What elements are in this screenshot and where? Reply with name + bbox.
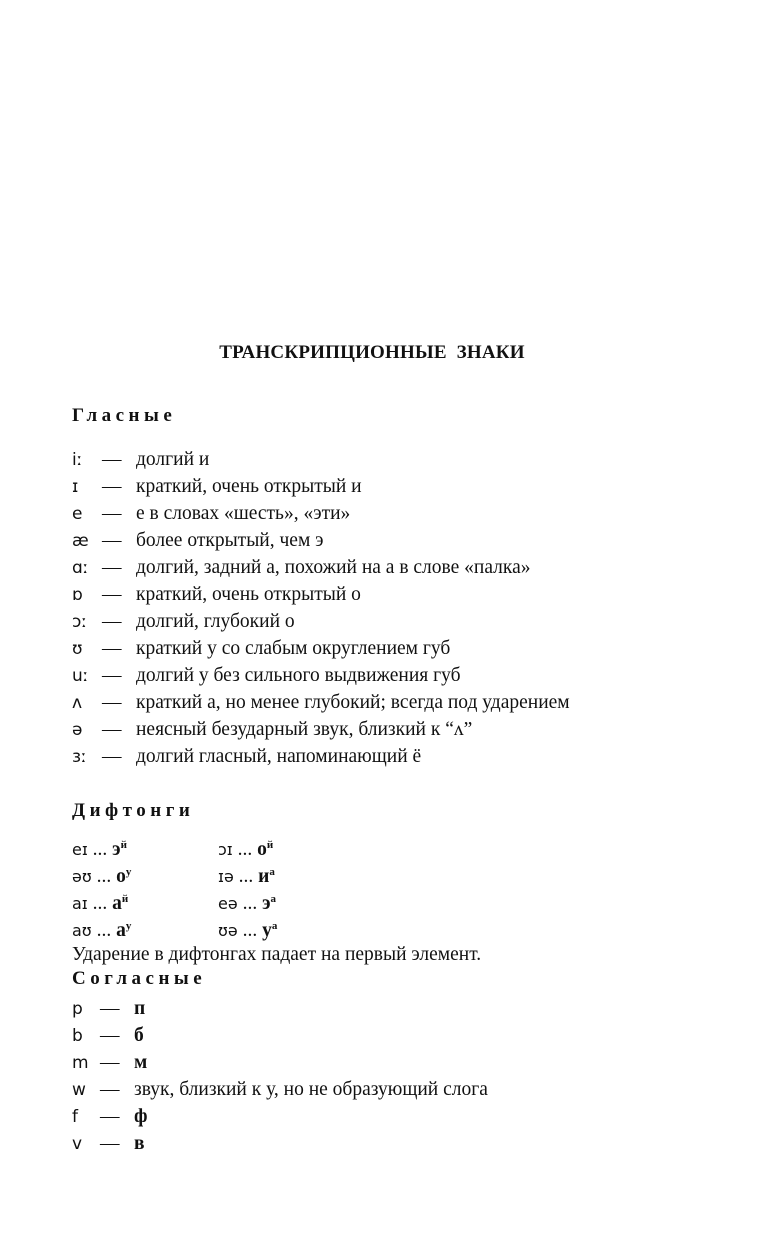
diphthong-symbol: aʊ [72,921,92,940]
vowel-symbol: ɜː [72,747,87,767]
consonant-symbol: f [72,1107,78,1127]
consonant-symbol: m [72,1053,89,1073]
vowel-row [72,716,472,743]
vowel-description: более открытый, чем э [136,530,324,551]
vowel-symbol: ɪ [72,477,79,497]
separator: ... [242,920,258,941]
consonant-row [72,1049,147,1076]
diphthong-value: о [257,839,267,860]
consonant-description: м [134,1052,148,1073]
diphthongs-heading: Дифтонги [72,800,195,821]
diphthong-row [72,859,364,886]
dash: — [102,638,122,659]
consonant-row [72,1130,145,1157]
vowel-row [72,662,461,689]
separator: ... [238,866,254,887]
diphthong-row [72,886,364,913]
consonants-heading: Согласные [72,968,207,989]
vowel-symbol: ɑː [72,558,89,578]
diphthong-symbol: eə [218,894,238,913]
vowel-symbol: æ [72,531,89,551]
consonant-row [72,1103,148,1130]
vowel-description: неясный безударный звук, близкий к “ʌ” [136,719,473,740]
diphthong-stress-note: Ударение в дифтонгах падает на первый элемент. [72,944,482,965]
vowel-symbol: ʌ [72,693,83,713]
vowel-description: долгий и [136,449,210,470]
diphthong-cell [218,913,364,944]
dash: — [102,557,122,578]
vowel-symbol: ʊ [72,639,83,659]
dash: — [102,584,122,605]
diphthong-glide: й [121,893,129,905]
consonant-symbol: v [72,1134,83,1154]
consonant-row [72,995,145,1022]
consonant-description: б [134,1025,144,1046]
vowel-row [72,635,450,662]
vowel-row [72,689,570,716]
diphthong-symbol: aɪ [72,894,88,913]
vowel-description: е в словах «шесть», «эти» [136,503,351,524]
vowel-row [72,527,324,554]
diphthong-glide: й [120,839,127,851]
dash: — [102,449,122,470]
diphthong-cell [72,913,218,944]
dash: — [100,1025,120,1046]
dash: — [102,503,122,524]
dash: — [102,611,122,632]
consonant-row [72,1076,488,1103]
diphthong-value: э [112,839,121,860]
vowel-row [72,581,361,608]
vowel-description: долгий, глубокий о [136,611,295,632]
dash: — [100,998,120,1019]
vowel-symbol: ə [72,720,83,740]
diphthong-symbol: eɪ [72,840,88,859]
separator: ... [96,866,112,887]
vowel-description: долгий гласный, напоминающий ё [136,746,422,767]
vowel-description: краткий а, но менее глубокий; всегда под ударением [136,692,570,713]
consonant-symbol: b [72,1026,83,1046]
diphthong-symbol: ɔɪ [218,840,233,859]
diphthong-glide: у [125,920,132,932]
dash: — [100,1079,120,1100]
dash: — [102,692,122,713]
dash: — [102,530,122,551]
vowel-description: долгий у без сильного выдвижения губ [136,665,461,686]
vowel-symbol: e [72,504,83,524]
vowel-description: краткий, очень открытый и [136,476,362,497]
vowel-symbol: ɔː [72,612,88,632]
diphthong-glide: а [269,866,275,878]
diphthong-glide: й [266,839,274,851]
consonant-symbol: p [72,999,83,1019]
dash: — [100,1106,120,1127]
consonant-row [72,1022,144,1049]
separator: ... [96,920,112,941]
separator: ... [92,839,108,860]
vowel-description: долгий, задний а, похожий на а в слове «палка» [136,557,531,578]
dash: — [100,1052,120,1073]
consonant-description: ф [134,1106,148,1127]
vowel-description: краткий у со слабым округлением губ [136,638,451,659]
vowel-symbol: iː [72,450,83,470]
dash: — [102,746,122,767]
consonant-description: п [134,998,146,1019]
diphthong-row [72,832,364,859]
diphthong-value: а [116,920,126,941]
diphthong-symbol: ʊə [218,921,238,940]
diphthong-value: э [262,893,271,914]
diphthong-row [72,913,364,940]
separator: ... [92,893,108,914]
diphthong-symbol: ɪə [218,867,234,886]
diphthong-value: а [112,893,122,914]
separator: ... [242,893,258,914]
dash: — [102,719,122,740]
consonant-description: в [134,1133,145,1154]
consonant-symbol: w [72,1080,86,1100]
vowel-symbol: ɒ [72,585,83,605]
consonant-description: звук, близкий к у, но не образующий слога [134,1079,488,1100]
diphthong-value: о [116,866,126,887]
vowel-row [72,446,209,473]
diphthong-symbol: əʊ [72,867,92,886]
vowels-heading: Гласные [72,405,177,426]
page-title: ТРАНСКРИПЦИОННЫЕ ЗНАКИ [219,342,525,363]
diphthong-glide: а [271,920,278,932]
vowel-symbol: uː [72,666,89,686]
vowel-row [72,554,531,581]
dash: — [100,1133,120,1154]
diphthong-glide: у [125,866,132,878]
diphthong-value: у [262,920,272,941]
diphthong-value: и [258,866,270,887]
dash: — [102,665,122,686]
vowel-row [72,608,295,635]
separator: ... [237,839,253,860]
vowel-row [72,473,362,500]
dash: — [102,476,122,497]
vowel-description: краткий, очень открытый о [136,584,361,605]
vowel-row [72,500,350,527]
diphthong-glide: а [270,893,276,905]
vowel-row [72,743,421,770]
